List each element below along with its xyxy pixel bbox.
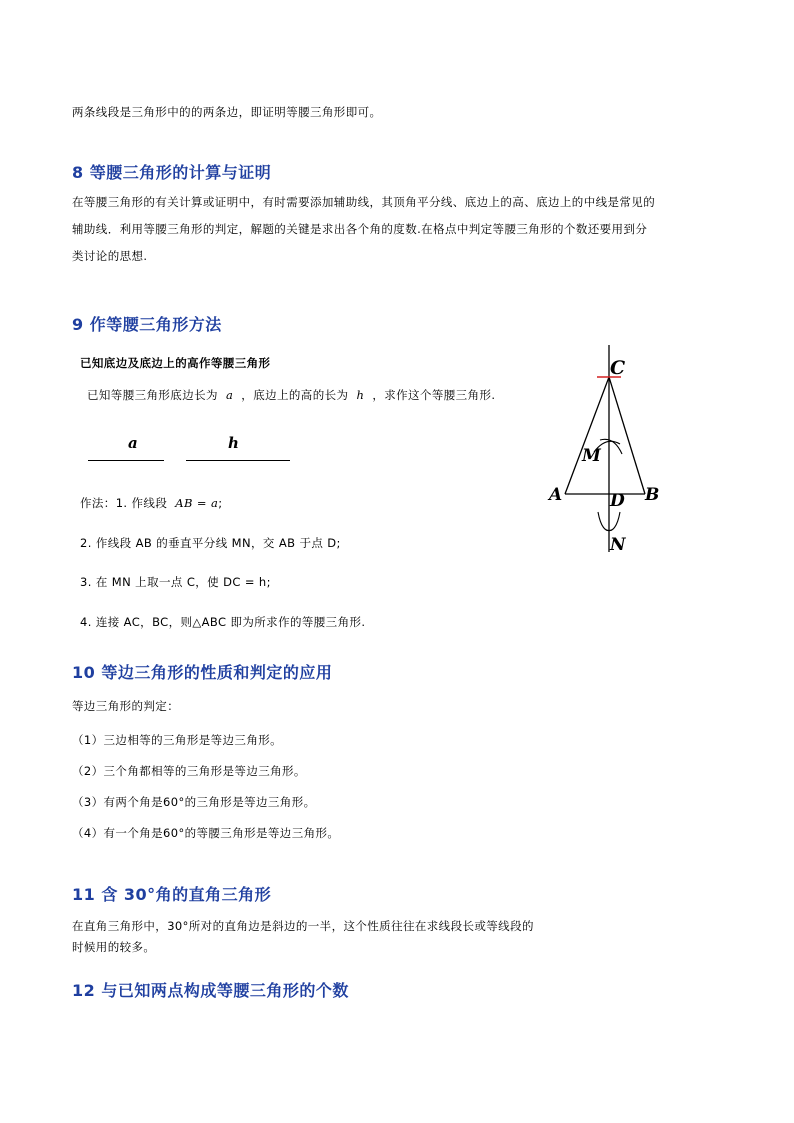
intro-line: 两条线段是三角形中的的两条边，即证明等腰三角形即可。 (72, 105, 382, 119)
section-11-line-1: 在直角三角形中，30°所对的直角边是斜边的一半，这个性质往往在求线段长或等线段的 (72, 919, 534, 933)
step-1-prefix: 作法：1. 作线段 (80, 496, 168, 510)
problem-text-3: ，求作这个等腰三角形. (372, 388, 496, 402)
section-10-item-4: （4）有一个角是60°的等腰三角形是等边三角形。 (72, 826, 340, 840)
problem-text-2: ，底边上的高的长为 (241, 388, 349, 402)
side-ac (565, 377, 609, 494)
section-8-title: 8 等腰三角形的计算与证明 (72, 163, 272, 182)
segment-a-line (88, 460, 164, 461)
segment-h-line (186, 460, 290, 461)
section-11-line-2: 时候用的较多。 (72, 940, 156, 954)
step-2: 2. 作线段 AB 的垂直平分线 MN，交 AB 于点 D; (80, 536, 341, 550)
section-11-title: 11 含 30°角的直角三角形 (72, 885, 272, 904)
label-a: A (549, 485, 563, 505)
section-9-problem (87, 387, 495, 403)
segment-a-label: a (128, 434, 138, 452)
label-c: C (610, 357, 626, 379)
label-d: D (610, 491, 625, 511)
problem-text-1: 已知等腰三角形底边长为 (87, 388, 218, 402)
segment-h-label: h (228, 434, 239, 452)
side-bc (609, 377, 645, 494)
section-8-line-2: 辅助线．利用等腰三角形的判定，解题的关键是求出各个角的度数.在格点中判定等腰三角形的个数还要用到分 (72, 222, 648, 236)
label-b: B (645, 485, 660, 505)
step-3: 3. 在 MN 上取一点 C，使 DC = h; (80, 575, 271, 589)
problem-var-h: h (356, 388, 365, 402)
section-10-item-3: （3）有两个角是60°的三角形是等边三角形。 (72, 795, 316, 809)
section-10-item-2: （2）三个角都相等的三角形是等边三角形。 (72, 764, 306, 778)
section-8-line-1: 在等腰三角形的有关计算或证明中，有时需要添加辅助线，其顶角平分线、底边上的高、底边上的中线是常见的 (72, 195, 656, 209)
section-9-title: 9 作等腰三角形方法 (72, 315, 222, 334)
section-8-line-3: 类讨论的思想. (72, 249, 148, 263)
step-1 (80, 495, 223, 511)
label-n: N (610, 535, 626, 555)
lower-arc-2 (606, 512, 620, 531)
section-10-intro: 等边三角形的判定： (72, 699, 180, 713)
label-m: M (582, 446, 601, 466)
section-9-subtitle: 已知底边及底边上的高作等腰三角形 (80, 356, 271, 370)
step-4: 4. 连接 AC，BC，则△ABC 即为所求作的等腰三角形. (80, 615, 366, 629)
section-12-title: 12 与已知两点构成等腰三角形的个数 (72, 981, 349, 1000)
step-1-var: AB = a (175, 496, 219, 510)
step-1-suffix: ; (218, 496, 223, 510)
section-10-title: 10 等边三角形的性质和判定的应用 (72, 663, 333, 682)
isosceles-construction-figure (540, 340, 680, 560)
lower-arc-1 (598, 512, 612, 531)
section-10-item-1: （1）三边相等的三角形是等边三角形。 (72, 733, 283, 747)
problem-var-a: a (225, 388, 234, 402)
